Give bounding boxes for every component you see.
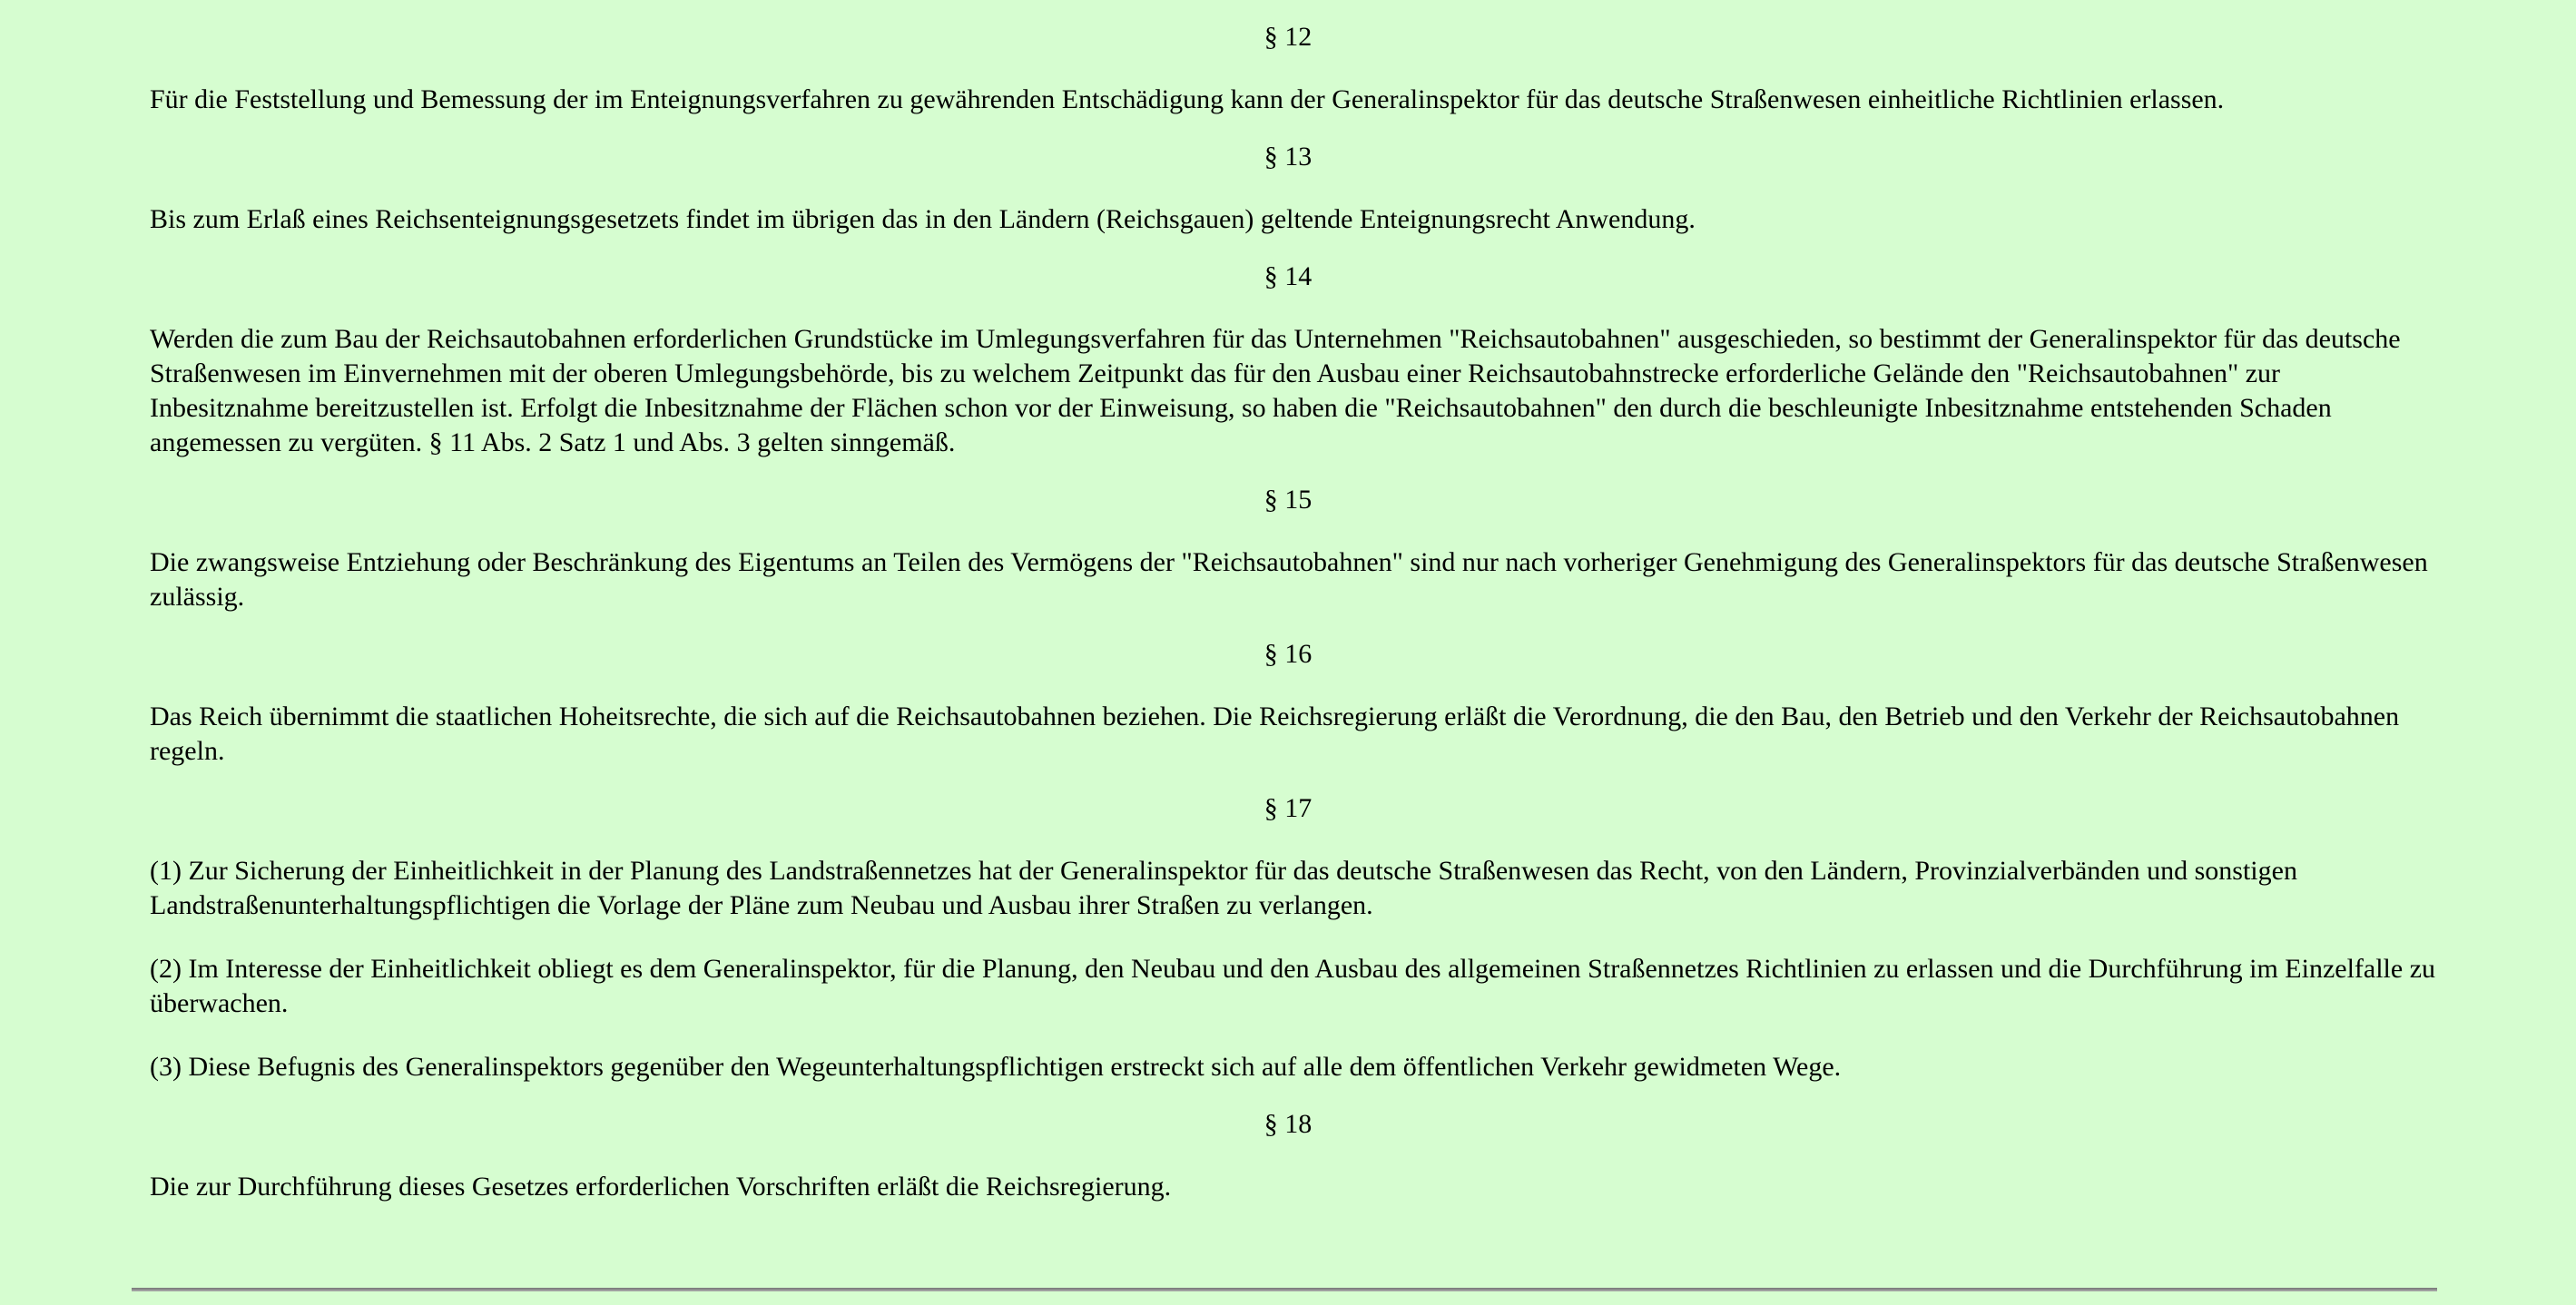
- section-17-paragraph-1: (1) Zur Sicherung der Einheitlichkeit in der Planung des Landstraßennetzes hat der Generalinspektor für das deutsche Straßenwesen das Recht, von den Ländern, Provinzialverbänden und sonstigen Landstraßenunterhaltungspflichtigen die Vorlage der Pläne zum Neubau und Ausbau ihrer Straßen zu verlangen.: [150, 856, 2297, 920]
- section-heading-17: § 17: [1263, 793, 1313, 823]
- section-15-text: Die zwangsweise Entziehung oder Beschränkung des Eigentums an Teilen des Vermögens der "Reichsautobahnen" sind nur nach vorheriger Genehmigung des Generalinspektors für das deutsche Straßenwesen zulässig.: [150, 547, 2428, 612]
- section-12-text: Für die Feststellung und Bemessung der im Enteignungsverfahren zu gewährenden Entschädigung kann der Generalinspektor für das deutsche Straßenwesen einheitliche Richtlinien erlassen.: [150, 84, 2225, 114]
- section-18-text: Die zur Durchführung dieses Gesetzes erforderlichen Vorschriften erläßt die Reichsregierung.: [150, 1172, 1172, 1202]
- section-heading-14: § 14: [1263, 261, 1313, 291]
- law-text: [150, 0, 2437, 1207]
- section-heading-16: § 16: [1263, 639, 1313, 669]
- section-heading-12: § 12: [1263, 22, 1313, 52]
- section-14-text: Werden die zum Bau der Reichsautobahnen erforderlichen Grundstücke im Umlegungsverfahren für das Unternehmen "Reichsautobahnen" ausgeschieden, so bestimmt der Generalinspektor für das deutsche Straßenwesen im Einvernehmen mit der oberen Umlegungsbehörde, bis zu welchem Zeitpunkt das für den Ausbau einer Reichsautobahnstrecke erforderliche Gelände den "Reichsautobahnen" zur Inbesitznahme bereitzustellen ist. Erfolgt die Inbesitznahme der Flächen schon vor der Einweisung, so haben die "Reichsautobahnen" den durch die beschleunigte Inbesitznahme entstehenden Schaden angemessen zu vergüten. § 11 Abs. 2 Satz 1 und Abs. 3 gelten sinngemäß.: [150, 324, 2401, 457]
- section-17-paragraph-3: (3) Diese Befugnis des Generalinspektors gegenüber den Wegeunterhaltungspflichtigen erstreckt sich auf alle dem öffentlichen Verkehr gewidmeten Wege.: [150, 1052, 1842, 1082]
- horizontal-rule: [132, 1288, 2437, 1291]
- section-17-paragraph-2: (2) Im Interesse der Einheitlichkeit obliegt es dem Generalinspektor, für die Planung, den Neubau und den Ausbau des allgemeinen Straßennetzes Richtlinien zu erlassen und die Durchführung im Einzelfalle zu überwachen.: [150, 954, 2436, 1018]
- section-heading-15: § 15: [1263, 485, 1313, 515]
- section-heading-13: § 13: [1263, 142, 1313, 172]
- section-13-text: Bis zum Erlaß eines Reichsenteignungsgesetzets findet im übrigen das in den Ländern (Reichsgauen) geltende Enteignungsrecht Anwendung.: [150, 204, 1696, 234]
- section-heading-18: § 18: [1263, 1109, 1313, 1139]
- section-16-text: Das Reich übernimmt die staatlichen Hoheitsrechte, die sich auf die Reichsautobahnen beziehen. Die Reichsregierung erläßt die Verordnung, die den Bau, den Betrieb und den Verkehr der Reichsautobahnen regeln.: [150, 702, 2400, 766]
